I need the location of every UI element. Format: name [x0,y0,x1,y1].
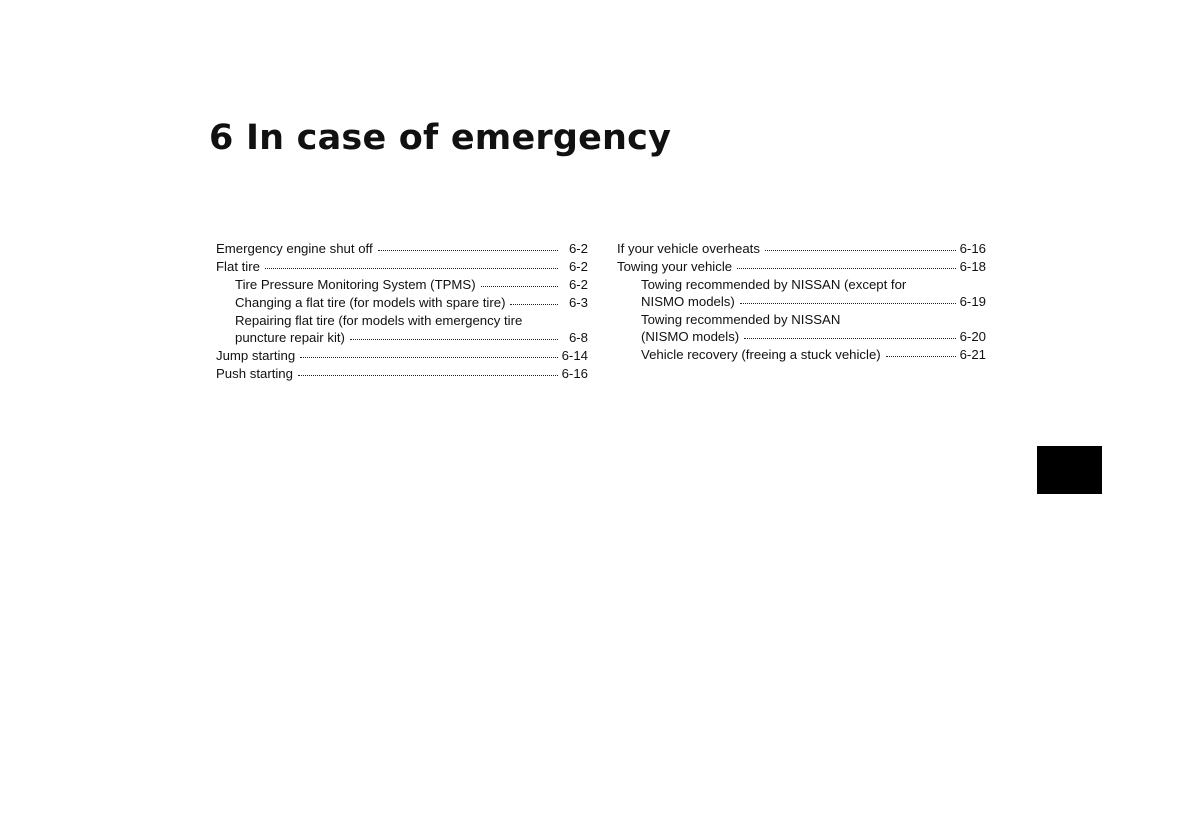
toc-entry-title-line-1: Towing recommended by NISSAN [641,312,841,327]
toc-line [216,258,588,275]
toc-entry-title: If your vehicle overheats [617,241,760,256]
toc-page-number: 6-2 [568,241,588,256]
chapter-thumb-tab [1037,446,1102,494]
toc-line [641,293,986,310]
toc-page-number: 6-18 [959,259,986,274]
toc-entry-title: Push starting [216,366,293,381]
toc-entry-tpms[interactable] [216,276,588,293]
toc-entry-jump-starting[interactable] [216,347,588,364]
toc-page-number: 6-21 [959,347,986,362]
toc-page-number: 6-20 [959,329,986,344]
dot-leader [740,293,956,304]
toc-page-number: 6-2 [568,277,588,292]
toc-entry-title: Towing your vehicle [617,259,733,274]
toc-line [235,276,588,293]
dot-leader [265,258,558,269]
toc-entry-changing-flat-tire[interactable] [216,294,588,311]
toc-line [235,294,588,311]
toc-entry-repairing-flat-tire[interactable] [216,312,588,346]
toc-line [617,258,986,275]
toc-entry-emergency-engine-shut-off[interactable] [216,240,588,257]
toc-page-number: 6-2 [568,259,588,274]
toc-entry-push-starting[interactable] [216,365,588,382]
toc-entry-title: Emergency engine shut off [216,241,373,256]
toc-line [216,347,588,364]
dot-leader [886,346,956,357]
toc-entry-flat-tire[interactable] [216,258,588,275]
toc-line [216,240,588,257]
toc-line [235,329,588,346]
toc-page-number: 6-16 [561,366,588,381]
toc-page-number: 6-14 [561,348,588,363]
toc-line [641,346,986,363]
toc-entry-title: Tire Pressure Monitoring System (TPMS) [235,277,476,292]
toc-entry-title-line-1: Repairing flat tire (for models with emergency tire [235,313,523,328]
toc-entry-vehicle-overheats[interactable] [617,240,986,257]
toc-line [617,240,986,257]
toc-entry-towing-except-nismo[interactable] [617,276,986,310]
dot-leader [510,294,558,305]
dot-leader [737,258,956,269]
toc-entry-title: Jump starting [216,348,296,363]
toc-entry-title-line-2: NISMO models) [641,294,735,309]
toc-page-number: 6-16 [959,241,986,256]
toc-page-number: 6-19 [959,294,986,309]
toc-page-number: 6-8 [568,330,588,345]
toc-entry-title: Flat tire [216,259,260,274]
toc-line [641,328,986,345]
toc-entry-vehicle-recovery[interactable] [617,346,986,363]
toc-entry-towing-your-vehicle[interactable] [617,258,986,275]
toc-entry-towing-nismo[interactable] [617,311,986,345]
toc-page-number: 6-3 [568,295,588,310]
toc-entry-title-line-2: puncture repair kit) [235,330,345,345]
toc-entry-title: Vehicle recovery (freeing a stuck vehicle) [641,347,881,362]
toc-left-column [216,240,588,383]
toc-entry-title-line-1: Towing recommended by NISSAN (except for [641,277,907,292]
dot-leader [481,276,558,287]
dot-leader [350,329,558,340]
toc-right-column [617,240,986,364]
dot-leader [744,328,955,339]
toc-line [216,365,588,382]
toc-entry-title-line-2: (NISMO models) [641,329,740,344]
dot-leader [378,240,558,251]
dot-leader [765,240,956,251]
chapter-title: 6 In case of emergency [209,118,672,158]
dot-leader [298,365,558,376]
toc-entry-title: Changing a flat tire (for models with spare tire) [235,295,506,310]
dot-leader [300,347,557,358]
